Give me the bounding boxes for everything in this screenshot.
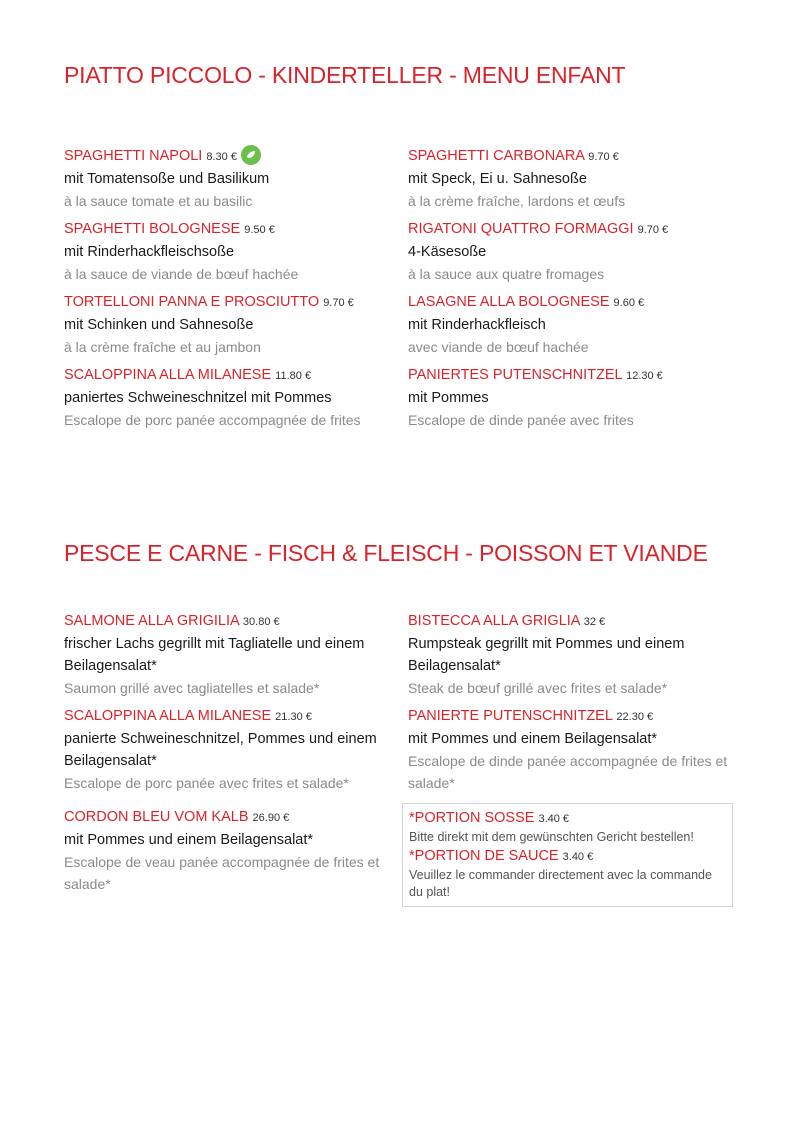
item-description-fr: Escalope de porc panée avec frites et salade* xyxy=(64,775,349,791)
item-description-de: panierte Schweineschnitzel, Pommes und einem Beilagensalat* xyxy=(64,731,377,769)
item-name: CORDON BLEU VOM KALB xyxy=(64,809,249,825)
item-name: RIGATONI QUATTRO FORMAGGI xyxy=(408,221,634,237)
item-price: 26.90 € xyxy=(252,812,290,824)
item-name: BISTECCA ALLA GRIGLIA xyxy=(408,613,580,629)
section-title-fisch-fleisch: PESCE E CARNE - FISCH & FLEISCH - POISSON ET VIANDE xyxy=(64,540,708,566)
item-description-de: mit Rinderhackfleischsoße xyxy=(64,244,235,260)
item-description-de: mit Schinken und Sahnesoße xyxy=(64,317,254,333)
menu-column-left xyxy=(64,610,394,901)
item-description-fr: à la sauce tomate et au basilic xyxy=(64,193,253,209)
menu-item xyxy=(64,705,394,794)
sauce-note-fr: Veuillez le commander directement avec la commande du plat! xyxy=(409,868,712,899)
item-description-de: frischer Lachs gegrillt mit Tagliatelle und einem Beilagensalat* xyxy=(64,636,365,674)
item-name: SPAGHETTI CARBONARA xyxy=(408,148,585,164)
menu-column-right xyxy=(408,610,738,800)
item-name: PANIERTES PUTENSCHNITZEL xyxy=(408,367,623,383)
vegetarian-badge-icon xyxy=(241,145,261,165)
item-description-fr: à la crème fraîche, lardons et œufs xyxy=(408,193,626,209)
item-price: 9.70 € xyxy=(637,224,669,236)
menu-item xyxy=(64,291,394,358)
item-name: SCALOPPINA ALLA MILANESE xyxy=(64,367,272,383)
item-description-fr: Saumon grillé avec tagliatelles et salade* xyxy=(64,680,320,696)
item-name: LASAGNE ALLA BOLOGNESE xyxy=(408,294,610,310)
item-price: 11.80 € xyxy=(275,370,312,382)
item-price: 9.70 € xyxy=(323,297,354,309)
sauce-note-de: Bitte direkt mit dem gewünschten Gericht bestellen! xyxy=(409,830,694,844)
item-name: TORTELLONI PANNA E PROSCIUTTO xyxy=(64,294,320,310)
menu-item xyxy=(408,291,738,358)
item-price: 22.30 € xyxy=(616,711,654,723)
sauce-price-de: 3.40 € xyxy=(538,813,570,825)
item-description-fr: avec viande de bœuf hachée xyxy=(408,339,589,355)
item-price: 9.70 € xyxy=(588,151,619,163)
item-description-de: 4-Käsesoße xyxy=(408,244,487,260)
menu-item xyxy=(408,145,738,212)
sauce-note-box xyxy=(402,803,733,907)
item-description-fr: à la sauce de viande de bœuf hachée xyxy=(64,266,299,282)
item-name: SPAGHETTI BOLOGNESE xyxy=(64,221,241,237)
menu-item xyxy=(64,806,394,895)
menu-item xyxy=(64,145,394,212)
menu-item xyxy=(408,364,738,431)
item-description-de: mit Rinderhackfleisch xyxy=(408,317,546,333)
item-description-de: mit Pommes xyxy=(408,390,489,406)
item-description-de: mit Pommes und einem Beilagensalat* xyxy=(408,731,658,747)
section-title-kinderteller: PIATTO PICCOLO - KINDERTELLER - MENU ENFANT xyxy=(64,62,626,88)
item-description-de: Rumpsteak gegrillt mit Pommes und einem Beilagensalat* xyxy=(408,636,685,674)
menu-item xyxy=(64,610,394,699)
sauce-title-fr: *PORTION DE SAUCE xyxy=(409,848,559,864)
item-name: SCALOPPINA ALLA MILANESE xyxy=(64,708,272,724)
item-price: 12.30 € xyxy=(626,370,663,382)
item-description-fr: à la crème fraîche et au jambon xyxy=(64,339,261,355)
item-price: 9.50 € xyxy=(244,224,275,236)
item-description-de: mit Tomatensoße und Basilikum xyxy=(64,171,270,187)
sauce-title-de: *PORTION SOSSE xyxy=(409,810,535,826)
item-name: SPAGHETTI NAPOLI xyxy=(64,148,203,164)
menu-item xyxy=(64,364,394,431)
item-price: 32 € xyxy=(583,616,606,628)
menu-item xyxy=(408,610,738,699)
menu-item xyxy=(408,218,738,285)
item-price: 30.80 € xyxy=(242,616,280,628)
item-description-de: mit Pommes und einem Beilagensalat* xyxy=(64,832,314,848)
item-price: 9.60 € xyxy=(613,297,645,309)
menu-column-left xyxy=(64,145,394,437)
item-description-fr: Escalope de porc panée accompagnée de frites xyxy=(64,412,361,428)
item-description-fr: Escalope de dinde panée avec frites xyxy=(408,412,634,428)
item-description-de: paniertes Schweineschnitzel mit Pommes xyxy=(64,390,332,406)
sauce-price-fr: 3.40 € xyxy=(562,851,594,863)
item-description-de: mit Speck, Ei u. Sahnesoße xyxy=(408,171,587,187)
item-description-fr: Steak de bœuf grillé avec frites et salade* xyxy=(408,680,668,696)
menu-item xyxy=(408,705,738,794)
menu-column-right xyxy=(408,145,738,437)
item-price: 8.30 € xyxy=(206,151,237,163)
item-price: 21.30 € xyxy=(275,711,312,723)
menu-item xyxy=(64,218,394,285)
item-name: PANIERTE PUTENSCHNITZEL xyxy=(408,708,613,724)
item-description-fr: Escalope de veau panée accompagnée de frites et salade* xyxy=(64,854,380,892)
item-description-fr: à la sauce aux quatre fromages xyxy=(408,266,605,282)
item-description-fr: Escalope de dinde panée accompagnée de frites et salade* xyxy=(408,753,728,791)
item-name: SALMONE ALLA GRIGILIA xyxy=(64,613,239,629)
